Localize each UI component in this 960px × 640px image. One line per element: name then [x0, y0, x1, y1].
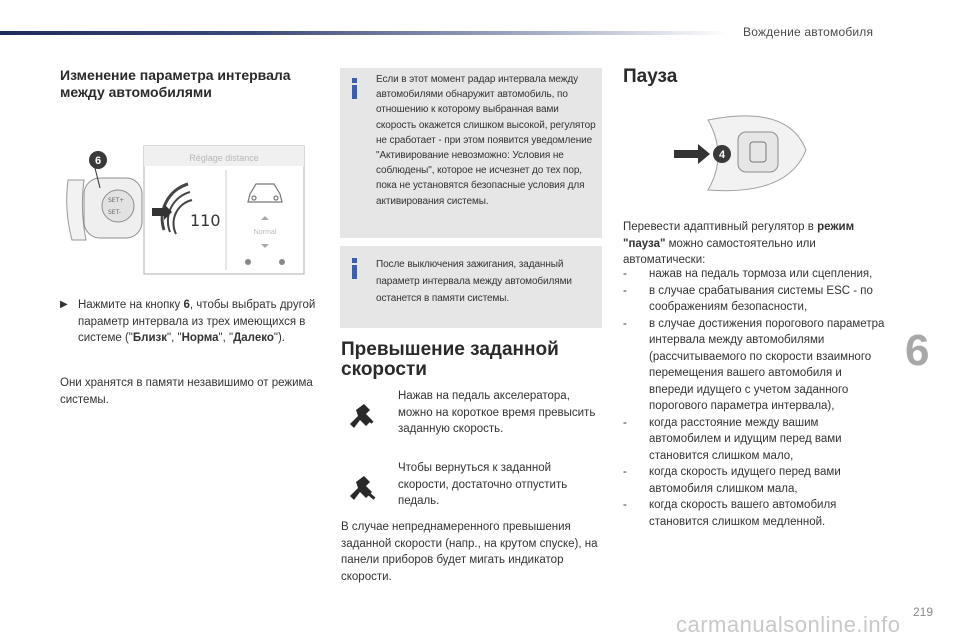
button-ref: 6	[183, 299, 190, 311]
info-icon	[350, 78, 360, 99]
instruction-text: ").	[273, 332, 285, 344]
instruction-text: , чтобы выбрать другой параметр интервала из трех имеющихся в системе ("	[78, 299, 316, 344]
list-item: - когда скорость вашего автомобиля становится слишком медленной.	[623, 499, 837, 528]
header-rule	[0, 31, 728, 35]
svg-text:SET-: SET-	[108, 209, 121, 216]
list-item: - когда расстояние между вашим автомобилем и идущим перед вами становится слишком мало,	[623, 416, 842, 462]
watermark: carmanualsonline.info	[676, 612, 901, 637]
option-close: Близк	[132, 332, 167, 344]
overspeed-heading: Превышение заданной скорости	[341, 339, 559, 380]
cruise-stalk-drawing	[67, 164, 142, 240]
left-heading: Изменение параметра интервала между автомобилями	[60, 67, 291, 100]
info-box-memory	[340, 246, 602, 328]
distance-setting-illustration	[60, 140, 310, 280]
separator: ", "	[167, 332, 182, 344]
info-text-radar: Если в этот момент радар интервала между автомобилями обнаружит автомобиль, по отношению к которому выбранная вами скорость окажется слишком высокой, регулятор не сработает - при этом появится уведомление "Активирование невозможно: Условия не соблюдены", которое не исчезнет до тех пор, пока не установятся безопасные условия для активирования системы.	[376, 74, 596, 207]
list-item: - в случае срабатывания системы ESC - по соображениям безопасности,	[623, 284, 873, 313]
release-pedal-foot-icon	[344, 468, 380, 504]
bullet-marker: ▶	[60, 299, 68, 310]
callout-badge-4-label: 4	[718, 149, 726, 161]
pause-intro	[623, 219, 885, 269]
chapter-number: 6	[905, 326, 930, 375]
intro-text: можно самостоятельно или автоматически:	[623, 237, 816, 266]
overspeed-step-1: Нажав на педаль акселератора, можно на короткое время превысить заданную скорость.	[398, 390, 596, 435]
pause-heading: Пауза	[623, 66, 678, 87]
list-item: - в случае достижения порогового параметра интервала между автомобилями (рассчитываемого по скорости взаимного перемещения вашего автомобиля и впереди идущего с учетом заданного порогового параметра интервала),	[623, 317, 885, 412]
mode-label: Normal	[253, 229, 277, 236]
arrow-right-icon	[674, 144, 710, 164]
overspeed-step-2: Чтобы вернуться к заданной скорости, достаточно отпустить педаль.	[398, 462, 568, 507]
pause-mode-term: режим "пауза"	[623, 221, 855, 250]
svg-text:SET+: SET+	[108, 197, 125, 204]
option-normal: Норма	[181, 332, 219, 344]
instruction-text: Нажмите на кнопку	[78, 299, 184, 311]
page-number: 219	[913, 605, 934, 619]
info-box-radar	[340, 68, 602, 238]
intro-text: Перевести адаптивный регулятор в	[623, 221, 818, 233]
select-interval-instruction	[60, 297, 322, 347]
pause-button-illustration	[668, 110, 808, 200]
memory-note: Они хранятся в памяти незавишимо от режима системы.	[60, 377, 313, 406]
info-text-memory: После выключения зажигания, заданный параметр интервала между автомобилями останется в памяти системы.	[376, 259, 572, 304]
screen-title: Réglage distance	[189, 153, 259, 163]
info-icon	[350, 258, 360, 279]
accelerator-foot-icon	[344, 396, 380, 432]
separator: ", "	[218, 332, 234, 344]
option-far: Далеко	[233, 332, 274, 344]
overspeed-paragraph: В случае непреднамеренного превышения заданной скорости (напр., на крутом спуске), на панели приборов будет мигать индикатор скорости.	[341, 521, 598, 583]
gauge-value: 110	[190, 211, 221, 230]
list-item: - нажав на педаль тормоза или сцепления,	[623, 268, 873, 280]
list-item: - когда скорость идущего перед вами автомобиля слишком мала,	[623, 466, 841, 495]
pause-conditions-list	[623, 266, 888, 530]
section-title: Вождение автомобиля	[743, 25, 874, 39]
callout-badge-6-label: 6	[94, 155, 102, 167]
